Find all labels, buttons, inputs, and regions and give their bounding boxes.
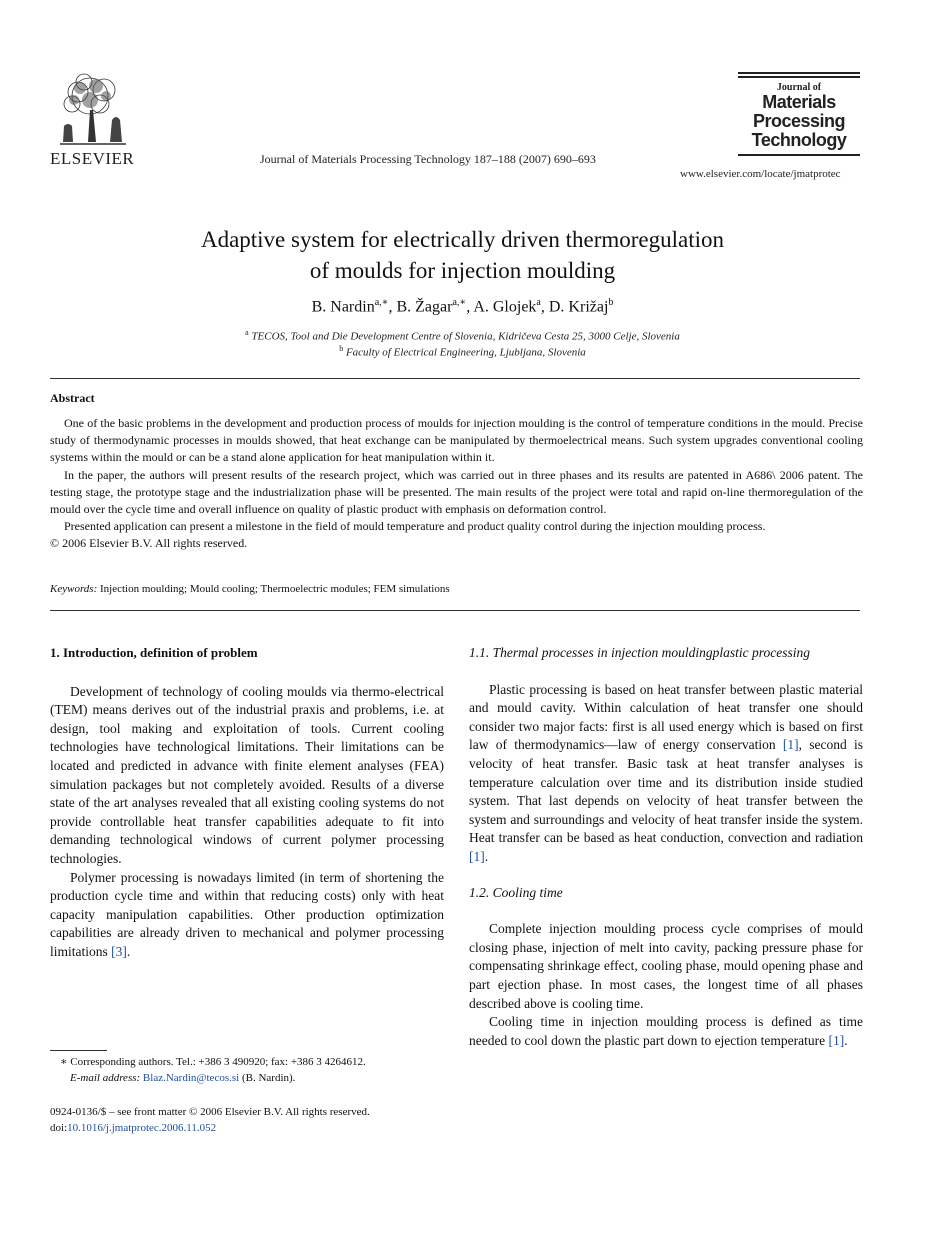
affiliation-text: Faculty of Electrical Engineering, Ljubljana, Slovenia bbox=[345, 346, 586, 359]
journal-logo-line: Processing bbox=[752, 111, 846, 131]
right-column bbox=[469, 644, 863, 1050]
logo-rule bbox=[738, 76, 860, 78]
subsection-heading: 1.2. Cooling time bbox=[469, 884, 563, 900]
body-paragraph: Complete injection moulding process cycle comprises of mould closing phase, injection of melt into cavity, packing pressure phase for compensating shrinkage effect, cooling phase, mould opening phase and part ejection phase. In most cases, the longest time of all phases described above is cooling time. bbox=[469, 921, 863, 1011]
footnote-rule bbox=[50, 1050, 107, 1051]
footnote-text: Corresponding authors. Tel.: +386 3 490920; fax: +386 3 4264612. bbox=[70, 1056, 366, 1068]
body-paragraph: Development of technology of cooling moulds via thermo-electrical (TEM) means derives out of the industrial praxis and problems, i.e. at design, tool making and exploitation of tools. Current cooling technologies have technological limitations. Their limitations can be located and predicted in advance with finite element analyses (FEA) simulation packages but not completely avoided. Results of a diverse state of the art analyses revealed that all existing cooling systems do not provide controllable heat transfer capabilities adequate to fit into demanding technological windows of current polymer processing technologies. bbox=[50, 683, 444, 866]
footnote-mark: ∗ bbox=[60, 1056, 68, 1068]
abstract-paragraph: In the paper, the authors will present results of the research project, which was carried out in three phases and its results are patented in A686\ 2006 patent. The testing stage, the prototype stage and the industrialization phase will be presented. The main results of the project were total and rapid on-line thermoregulation of the mould over the cycle time and overall influence on quality of plastic product with emphasis on deformation control. bbox=[50, 467, 863, 517]
citation-link[interactable]: [1] bbox=[782, 737, 799, 753]
divider bbox=[50, 378, 860, 379]
left-column bbox=[50, 644, 444, 962]
punctuation: . bbox=[484, 848, 489, 864]
body-paragraph bbox=[50, 869, 444, 962]
paragraph-text: Polymer processing is nowadays limited (in term of shortening the production cycle time and within that reducing costs) only with heat capacity manipulation capabilities. Other production optimization capabilities are already driven to mechanical and polymer processing limitations bbox=[50, 869, 444, 959]
citation-link[interactable]: [1] bbox=[469, 848, 485, 864]
affiliation-mark: b bbox=[339, 344, 344, 353]
subsection-heading: 1.1. Thermal processes in injection mouldingplastic processing bbox=[469, 645, 810, 660]
paragraph-text: , second is velocity of heat transfer. Basic task at heat transfer analyses is temperature calculation over time and its distribution inside studied system. That last depends on velocity of heat transfer between the system and surroundings and velocity of heat transfer inside the system. Heat transfer can be based as heat conduction, convection and radiation bbox=[469, 737, 863, 846]
author-list: B. Nardin$^{a,∗}$, B. Žagar$^{a,∗}$, A. Glojek$^a$, D. Križaj$^b$ bbox=[311, 297, 614, 316]
journal-url[interactable]: www.elsevier.com/locate/jmatprotec bbox=[680, 168, 841, 180]
keywords-label: Keywords: bbox=[50, 583, 98, 595]
author-affil-mark[interactable]: a,∗ bbox=[452, 297, 467, 308]
email-footnote bbox=[70, 1071, 295, 1086]
author-name[interactable]: B. Nardin bbox=[311, 298, 375, 316]
author-affil-mark[interactable]: a,∗ bbox=[374, 297, 389, 308]
divider bbox=[50, 610, 860, 611]
issn-line: 0924-0136/$ – see front matter © 2006 Elsevier B.V. All rights reserved. bbox=[50, 1106, 370, 1118]
doi-line bbox=[50, 1121, 216, 1136]
journal-citation: Journal of Materials Processing Technology 187–188 (2007) 690–693 bbox=[260, 152, 596, 166]
affiliation bbox=[0, 328, 925, 343]
article-title bbox=[0, 224, 925, 286]
abstract-paragraph: Presented application can present a milestone in the field of mould temperature and product quality control during the injection moulding process. bbox=[64, 519, 766, 534]
affiliation-text: TECOS, Tool and Die Development Centre of Slovenia, Kidričeva Cesta 25, 3000 Celje, Slovenia bbox=[251, 330, 680, 343]
abstract-heading: Abstract bbox=[50, 391, 95, 405]
author-affil-mark[interactable]: b bbox=[608, 297, 614, 308]
body-paragraph bbox=[469, 1013, 863, 1050]
body-paragraph bbox=[469, 681, 863, 867]
email-owner: (B. Nardin). bbox=[241, 1072, 296, 1084]
abstract-copyright: © 2006 Elsevier B.V. All rights reserved. bbox=[50, 536, 248, 551]
citation-link[interactable]: [3] bbox=[111, 943, 127, 959]
doi-link[interactable]: 10.1016/j.jmatprotec.2006.11.052 bbox=[67, 1122, 217, 1134]
author-affil-mark[interactable]: a bbox=[536, 297, 541, 308]
author-name[interactable]: B. Žagar bbox=[396, 298, 453, 316]
journal-logo-line: Technology bbox=[751, 130, 847, 150]
punctuation: . bbox=[126, 943, 131, 959]
keywords-list: Injection moulding; Mould cooling; Thermoelectric modules; FEM simulations bbox=[100, 583, 450, 595]
logo-rule bbox=[738, 154, 860, 156]
journal-logo-line: Materials bbox=[762, 92, 836, 112]
doi-label: doi: bbox=[50, 1122, 68, 1134]
paragraph-text: Cooling time in injection moulding process is defined as time needed to cool down the plastic part down to ejection temperature bbox=[469, 1014, 863, 1048]
abstract-body bbox=[50, 415, 863, 553]
email-link[interactable]: Blaz.Nardin@tecos.si bbox=[142, 1072, 240, 1084]
title-line: of moulds for injection moulding bbox=[309, 258, 616, 283]
title-line: Adaptive system for electrically driven thermoregulation bbox=[200, 227, 725, 252]
author-name[interactable]: D. Križaj bbox=[548, 298, 609, 316]
section-heading: 1. Introduction, definition of problem bbox=[50, 645, 258, 660]
citation-link[interactable]: [1] bbox=[828, 1032, 845, 1048]
publisher-name: ELSEVIER bbox=[50, 149, 135, 168]
corresponding-footnote bbox=[60, 1055, 366, 1070]
punctuation: . bbox=[844, 1032, 848, 1048]
email-label: E-mail address: bbox=[70, 1072, 141, 1084]
journal-logo bbox=[738, 72, 860, 158]
paragraph-text: Plastic processing is based on heat transfer between plastic material and mould cavity. Within calculation of heat transfer one should consider two major facts: first is all used energy which is based on first law of thermodynamics—law of energy conservation bbox=[469, 681, 863, 753]
affiliation bbox=[0, 344, 925, 359]
affiliation-mark: a bbox=[245, 328, 249, 337]
author-name[interactable]: A. Glojek bbox=[473, 298, 537, 316]
keywords bbox=[50, 583, 450, 595]
abstract-paragraph: One of the basic problems in the development and production process of moulds for injection moulding is the control of temperature conditions in the mould. Precise study of thermodynamic processes in moulds showed, that heat exchange can be manipulated by thermoelectrical means. Such system upgrades conventional cooling systems within the mould or can be a stand alone application for heat manipulation within it. bbox=[50, 416, 863, 465]
journal-logo-small: Journal of bbox=[776, 82, 822, 93]
logo-rule bbox=[738, 72, 860, 74]
